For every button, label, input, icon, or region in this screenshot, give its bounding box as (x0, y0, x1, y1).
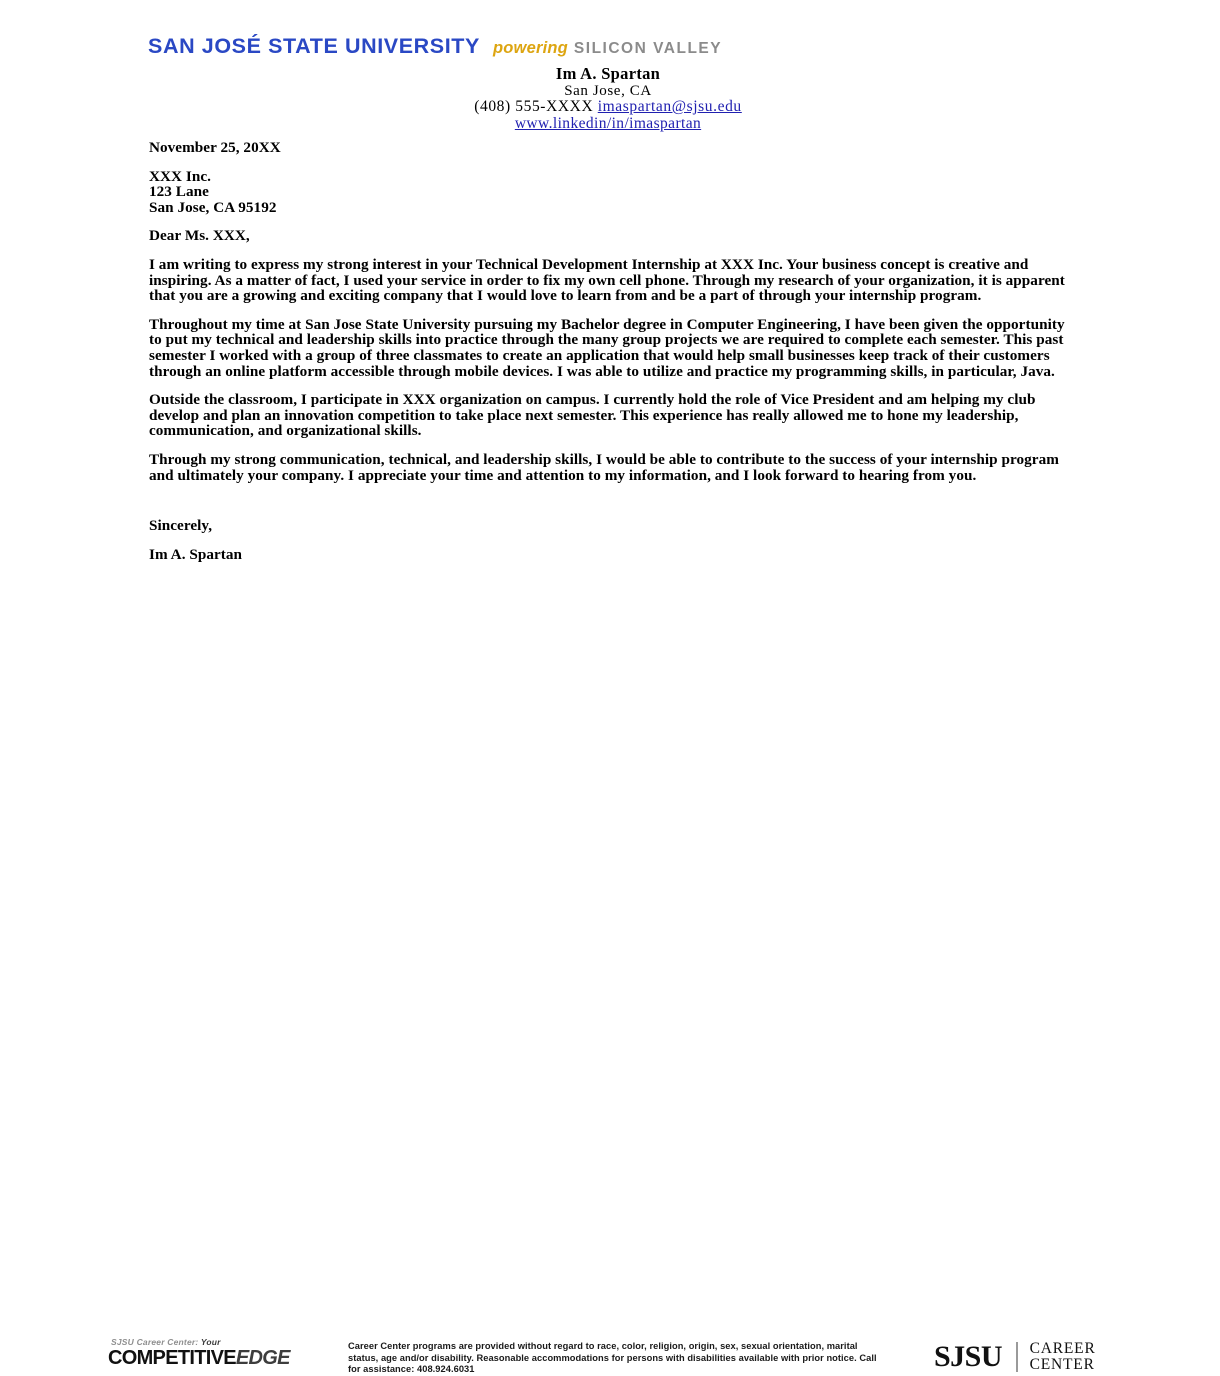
sjsu-masthead (148, 34, 1068, 60)
applicant-email-link[interactable]: imaspartan@sjsu.edu (597, 98, 742, 115)
recipient-company: XXX Inc. (149, 167, 211, 185)
footer-disclaimer-text: Career Center programs are provided without regard to race, color, religion, origin, sex, sexual orientation, marital status, age and/or disability. Reasonable accommodations for persons with disabilities available with prior notice. Call for assistance: 408.924.6031 (348, 1341, 877, 1375)
contact-header (148, 66, 1068, 132)
letter-paragraph-4: Through my strong communication, technical, and leadership skills, I would be able to contribute to the success of your internship program and ultimately your company. I appreciate your time and attention to my information, and I look forward to hearing from you. (149, 450, 1059, 484)
applicant-city: San Jose, CA (564, 82, 652, 99)
recipient-address-block (149, 169, 1067, 216)
competitive-edge-tagline-your: Your (200, 1337, 221, 1347)
masthead-university-name: SAN JOSÉ STATE UNIVERSITY (148, 34, 480, 58)
competitive-edge-tagline (111, 1338, 308, 1347)
applicant-linkedin-line (148, 116, 1068, 133)
career-center-line-1: CAREER (1029, 1340, 1096, 1357)
career-center-line-2: CENTER (1029, 1356, 1095, 1373)
closing-spacer (149, 496, 1067, 518)
applicant-phone: (408) 555-XXXX (474, 98, 594, 115)
letter-signature: Im A. Spartan (149, 545, 243, 563)
recipient-city-state-zip: San Jose, CA 95192 (149, 198, 277, 216)
career-center-words (1030, 1341, 1096, 1373)
competitive-edge-word-edge: EDGE (235, 1347, 290, 1369)
logo-divider (1016, 1342, 1018, 1372)
letter-paragraph-1: I am writing to express my strong interest in your Technical Development Internship at XXX Inc. Your business concept is creative and inspiring. As a matter of fact, I used your service in order to fix my own cell phone. Through my research of your organization, it is apparent that you are a growing and exciting company that I would love to learn from and be a part of through your internship program. (149, 255, 1065, 305)
applicant-linkedin-link[interactable]: www.linkedin/in/imaspartan (514, 114, 702, 132)
document-footer (0, 666, 1220, 1375)
applicant-name: Im A. Spartan (555, 64, 661, 83)
competitive-edge-wordmark (108, 1348, 308, 1368)
letter-paragraph-3: Outside the classroom, I participate in XXX organization on campus. I currently hold the role of Vice President and am helping my club develop and plan an innovation competition to take place next semester. This experience has really allowed me to hone my leadership, communication, and organizational skills. (149, 391, 1036, 440)
cover-letter-body (149, 140, 1067, 575)
competitive-edge-tagline-prefix: SJSU Career Center: (111, 1337, 199, 1347)
letter-date: November 25, 20XX (149, 139, 281, 156)
competitive-edge-word-competitive: COMPETITIVE (108, 1347, 236, 1369)
masthead-silicon-valley: SILICON VALLEY (573, 40, 723, 57)
applicant-phone-email-line (148, 99, 1068, 116)
sjsu-career-center-logo (934, 1338, 1096, 1376)
sjsu-wordmark: SJSU (934, 1340, 1003, 1373)
recipient-street: 123 Lane (149, 183, 209, 201)
letter-paragraph-2: Throughout my time at San Jose State University pursuing my Bachelor degree in Computer Engineering, I have been given the opportunity to put my technical and leadership skills into practice through the many group projects we are required to complete each semester. This past semester I worked with a group of three classmates to create an application that would help small businesses keep track of their customers through an online platform accessible through mobile devices. I was able to utilize and practice my programming skills, in particular, Java. (149, 315, 1065, 380)
competitive-edge-logo (108, 1338, 308, 1368)
masthead-powering-word: powering (492, 39, 568, 57)
letter-closing: Sincerely, (149, 517, 213, 535)
letter-salutation: Dear Ms. XXX, (149, 227, 250, 245)
